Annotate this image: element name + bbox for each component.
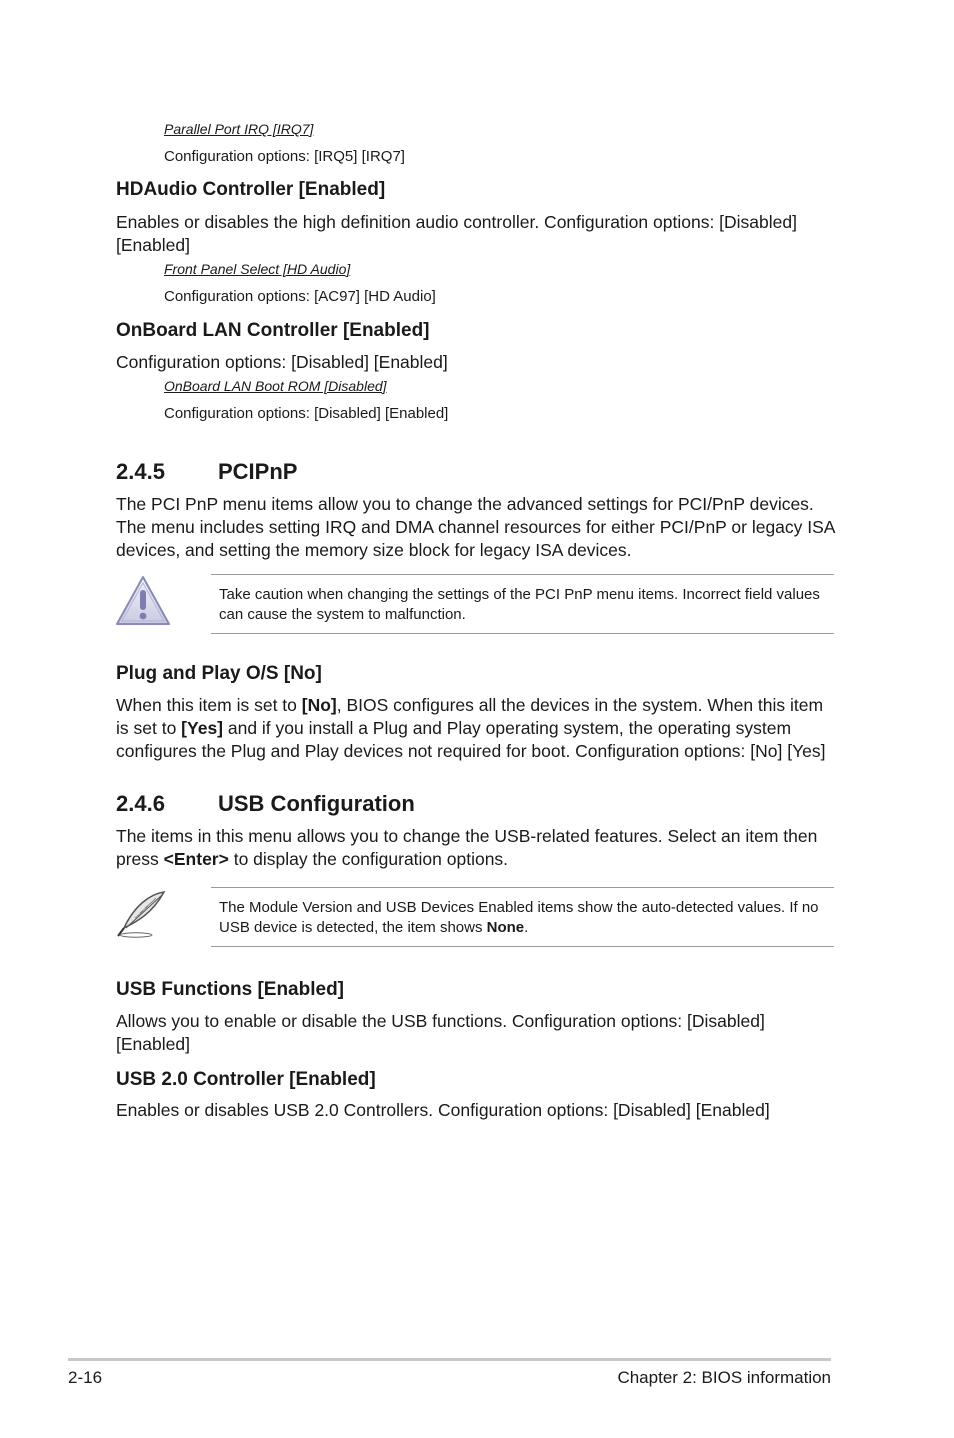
usb2-controller-description: Enables or disables USB 2.0 Controllers. Configuration options: [Disabled] [Enabled] [116, 1100, 770, 1120]
enter-key-label: <Enter> [163, 849, 229, 869]
footer-divider [68, 1358, 831, 1361]
pnp-os-heading: Plug and Play O/S [No] [116, 663, 322, 684]
pnp-os-description [116, 694, 836, 763]
section-title: USB Configuration [218, 791, 415, 816]
pnp-text-3: and if you install a Plug and Play operating system, the operating system configures the Plug and Play devices not required for boot. Configuration options: [No] [Yes] [116, 718, 826, 761]
warning-triangle-icon [114, 574, 172, 628]
note-text-2: . [524, 919, 529, 936]
section-usb-heading [116, 791, 415, 817]
lan-description: Configuration options: [Disabled] [Enabled] [116, 352, 448, 372]
pnp-no-option: [No] [301, 695, 337, 715]
note-text-1: The Module Version and USB Devices Enabled items show the auto-detected values. If no USB device is detected, the item shows [219, 899, 819, 936]
quill-pen-icon [114, 888, 170, 940]
caution-box [211, 574, 834, 634]
pcipnp-intro: The PCI PnP menu items allow you to change the advanced settings for PCI/PnP devices. The menu includes setting IRQ and DMA channel resources for either PCI/PnP or legacy ISA devices, and setting the memory size block for legacy ISA devices. [116, 494, 835, 560]
front-panel-select-options: Configuration options: [AC97] [HD Audio] [164, 288, 436, 305]
lan-boot-rom-options: Configuration options: [Disabled] [Enabled] [164, 405, 449, 422]
section-number: 2.4.5 [116, 459, 165, 484]
front-panel-select-title: Front Panel Select [HD Audio] [164, 261, 351, 277]
section-pcipnp-heading [116, 459, 297, 485]
page-number: 2-16 [68, 1368, 103, 1387]
note-box [211, 887, 834, 947]
caution-text: Take caution when changing the settings of the PCI PnP menu items. Incorrect field values can cause the system to malfunction. [219, 586, 820, 623]
chapter-label: Chapter 2: BIOS information [617, 1368, 831, 1387]
usb-intro-text-2: to display the configuration options. [228, 849, 509, 869]
section-title: PCIPnP [218, 459, 298, 484]
lan-boot-rom-title: OnBoard LAN Boot ROM [Disabled] [164, 378, 387, 394]
usb-intro-text-1: The items in this menu allows you to change the USB-related features. Select an item then press [116, 826, 818, 869]
parallel-port-irq-title: Parallel Port IRQ [IRQ7] [164, 121, 314, 137]
usb2-controller-heading: USB 2.0 Controller [Enabled] [116, 1069, 376, 1090]
usb-intro [116, 825, 836, 871]
pnp-yes-option: [Yes] [181, 718, 223, 738]
pnp-text-2: , BIOS configures all the devices in the system. When this item is set to [116, 695, 824, 738]
parallel-port-irq-options: Configuration options: [IRQ5] [IRQ7] [164, 148, 405, 165]
usb-functions-heading: USB Functions [Enabled] [116, 979, 344, 1000]
note-text [211, 888, 834, 946]
lan-heading: OnBoard LAN Controller [Enabled] [116, 320, 430, 341]
hdaudio-heading: HDAudio Controller [Enabled] [116, 179, 386, 200]
pnp-text-1: When this item is set to [116, 695, 302, 715]
usb-functions-description: Allows you to enable or disable the USB functions. Configuration options: [Disabled] [Enabled] [116, 1011, 765, 1054]
section-number: 2.4.6 [116, 791, 165, 816]
hdaudio-description: Enables or disables the high definition audio controller. Configuration options: [Disabled] [Enabled] [116, 212, 797, 255]
note-none-label: None [486, 919, 525, 936]
